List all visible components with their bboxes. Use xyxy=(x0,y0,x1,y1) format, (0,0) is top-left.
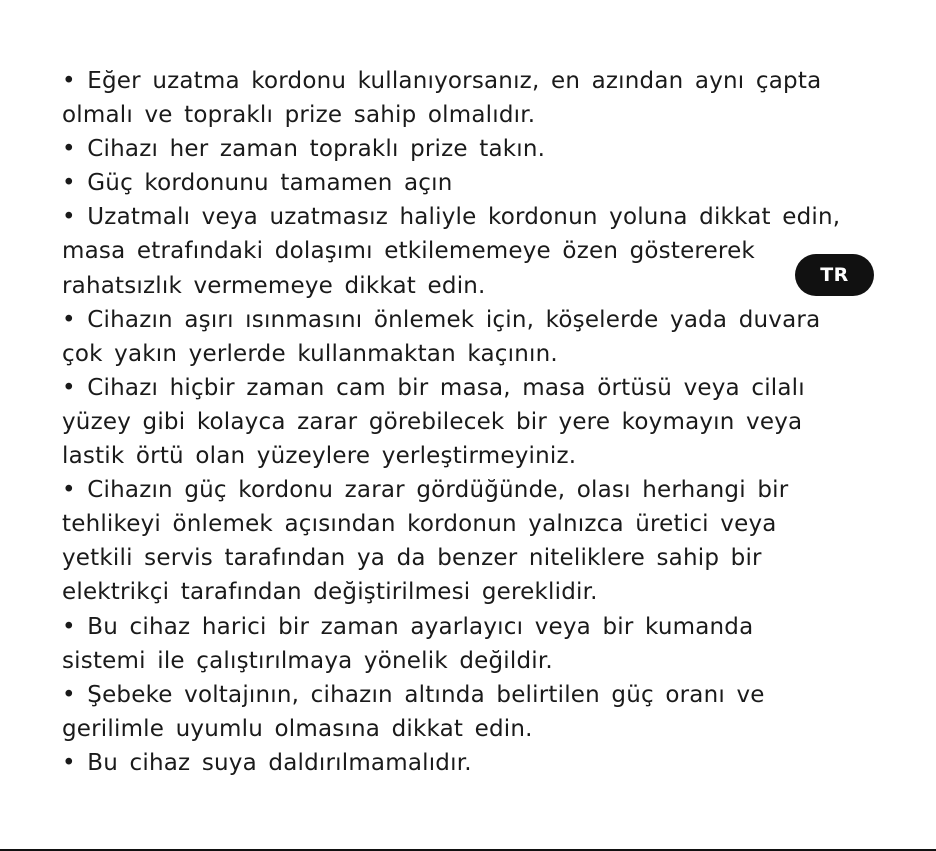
language-badge: TR xyxy=(795,254,874,296)
text-line: sistemi ile çalıştırılmaya yönelik değildir. xyxy=(62,647,553,674)
safety-instructions xyxy=(62,64,882,780)
text-line: masa etrafındaki dolaşımı etkilememeye özen göstererek xyxy=(62,238,755,265)
text-line: • Cihazın güç kordonu zarar gördüğünde, olası herhangi bir xyxy=(62,477,789,504)
text-line: yetkili servis tarafından ya da benzer niteliklere sahip bir xyxy=(62,545,762,572)
text-line: • Şebeke voltajının, cihazın altında belirtilen güç oranı ve xyxy=(62,681,765,708)
text-line: • Cihazın aşırı ısınmasını önlemek için, köşelerde yada duvara xyxy=(62,306,821,333)
text-line: rahatsızlık vermemeye dikkat edin. xyxy=(62,272,486,299)
text-line: çok yakın yerlerde kullanmaktan kaçının. xyxy=(62,340,558,367)
text-line: tehlikeyi önlemek açısından kordonun yalnızca üretici veya xyxy=(62,511,777,538)
text-line: • Güç kordonunu tamamen açın xyxy=(62,170,453,197)
text-line: • Cihazı hiçbir zaman cam bir masa, masa örtüsü veya cilalı xyxy=(62,374,805,401)
text-line: yüzey gibi kolayca zarar görebilecek bir yere koymayın veya xyxy=(62,408,803,435)
text-line: olmalı ve topraklı prize sahip olmalıdır. xyxy=(62,102,536,129)
text-line: gerilimle uyumlu olmasına dikkat edin. xyxy=(62,715,533,742)
text-line: • Eğer uzatma kordonu kullanıyorsanız, en azından aynı çapta xyxy=(62,68,822,94)
text-line: • Uzatmalı veya uzatmasız haliyle kordonun yoluna dikkat edin, xyxy=(62,204,841,231)
text-line: • Cihazı her zaman topraklı prize takın. xyxy=(62,136,546,163)
text-line: • Bu cihaz harici bir zaman ayarlayıcı veya bir kumanda xyxy=(62,613,754,640)
text-line: • Bu cihaz suya daldırılmamalıdır. xyxy=(62,749,472,776)
text-line: elektrikçi tarafından değiştirilmesi gereklidir. xyxy=(62,579,598,606)
text-line: lastik örtü olan yüzeylere yerleştirmeyiniz. xyxy=(62,443,577,470)
